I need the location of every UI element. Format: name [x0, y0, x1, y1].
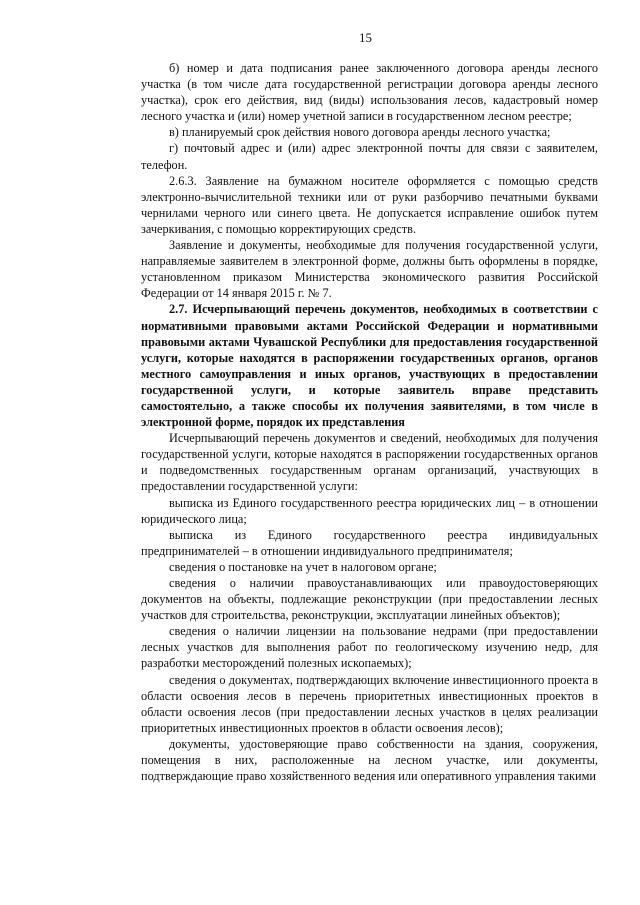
list-item-tax-registration: сведения о постановке на учет в налоговом органе;: [169, 559, 437, 574]
paragraph-document-list-intro: Исчерпывающий перечень документов и сведений, необходимых для получения государственной услуги, которые находятся в распоряжении государственных органов и подведомственных государственным органам организаций, участвующих в предоставлении государственной услуги:: [141, 431, 598, 494]
list-item-egrip: выписка из Единого государственного реестра индивидуальных предпринимателей – в отношении индивидуального предпринимателя;: [141, 527, 598, 558]
paragraph-2-6-3: 2.6.3. Заявление на бумажном носителе оформляется с помощью средств электронно-вычислительной техники или от руки разборчиво печатными буквами чернилами черного или синего цвета. Не допускается исправление ошибок путем зачеркивания, с помощью корректирующих средств.: [141, 173, 598, 236]
list-item-subsoil-license: сведения о наличии лицензии на пользование недрами (при предоставлении лесных участков для выполнения работ по геологическому изучению недр, для разработки месторождений полезных ископаемых);: [141, 624, 598, 671]
paragraph-item-g: г) почтовый адрес и (или) адрес электронной почты для связи с заявителем, телефон.: [141, 141, 598, 172]
list-item-investment-project: сведения о документах, подтверждающих включение инвестиционного проекта в области освоения лесов в перечень приоритетных инвестиционных проектов в области освоения лесов (при предоставлении лесных участков в целях реализации приоритетных инвестиционных проектов в области освоения лесов);: [141, 672, 598, 735]
paragraph-item-b: б) номер и дата подписания ранее заключенного договора аренды лесного участка (в том числе дата государственной регистрации договора аренды лесного участка), срок его действия, вид (виды) использования лесов, кадастровый номер лесного участка и (или) номер учетной записи в государственном лесном реестре;: [141, 61, 598, 124]
paragraph-item-v: в) планируемый срок действия нового договора аренды лесного участка;: [169, 125, 551, 140]
page-number: 15: [359, 30, 372, 45]
list-item-title-documents: сведения о наличии правоустанавливающих или правоудостоверяющих документов на объекты, подлежащие реконструкции (при предоставлении лесных участков для строительства, реконструкции, эксплуатации линейных объектов);: [141, 576, 598, 623]
list-item-egrul: выписка из Единого государственного реестра юридических лиц – в отношении юридического лица;: [141, 495, 598, 526]
list-item-ownership-documents: документы, удостоверяющие право собственности на здания, сооружения, помещения в них, расположенные на лесном участке, или документы, подтверждающие право хозяйственного ведения или оперативного управления такими: [141, 736, 598, 784]
section-heading-2-7: 2.7. Исчерпывающий перечень документов, необходимых в соответствии с нормативными правовыми актами Российской Федерации и нормативными правовыми актами Чувашской Республики для предоставления государственной услуги, которые находятся в распоряжении государственных органов, органов местного самоуправления и иных органов, участвующих в предоставлении государственной услуги, и которые заявитель вправе представить самостоятельно, а также способы их получения заявителями, в том числе в электронной форме, порядок их представления: [141, 302, 598, 430]
paragraph-electronic-form: Заявление и документы, необходимые для получения государственной услуги, направляемые заявителем в электронной форме, должны быть оформлены в порядке, установленном приказом Министерства экономического развития Российской Федерации от 14 января 2015 г. № 7.: [141, 238, 598, 301]
